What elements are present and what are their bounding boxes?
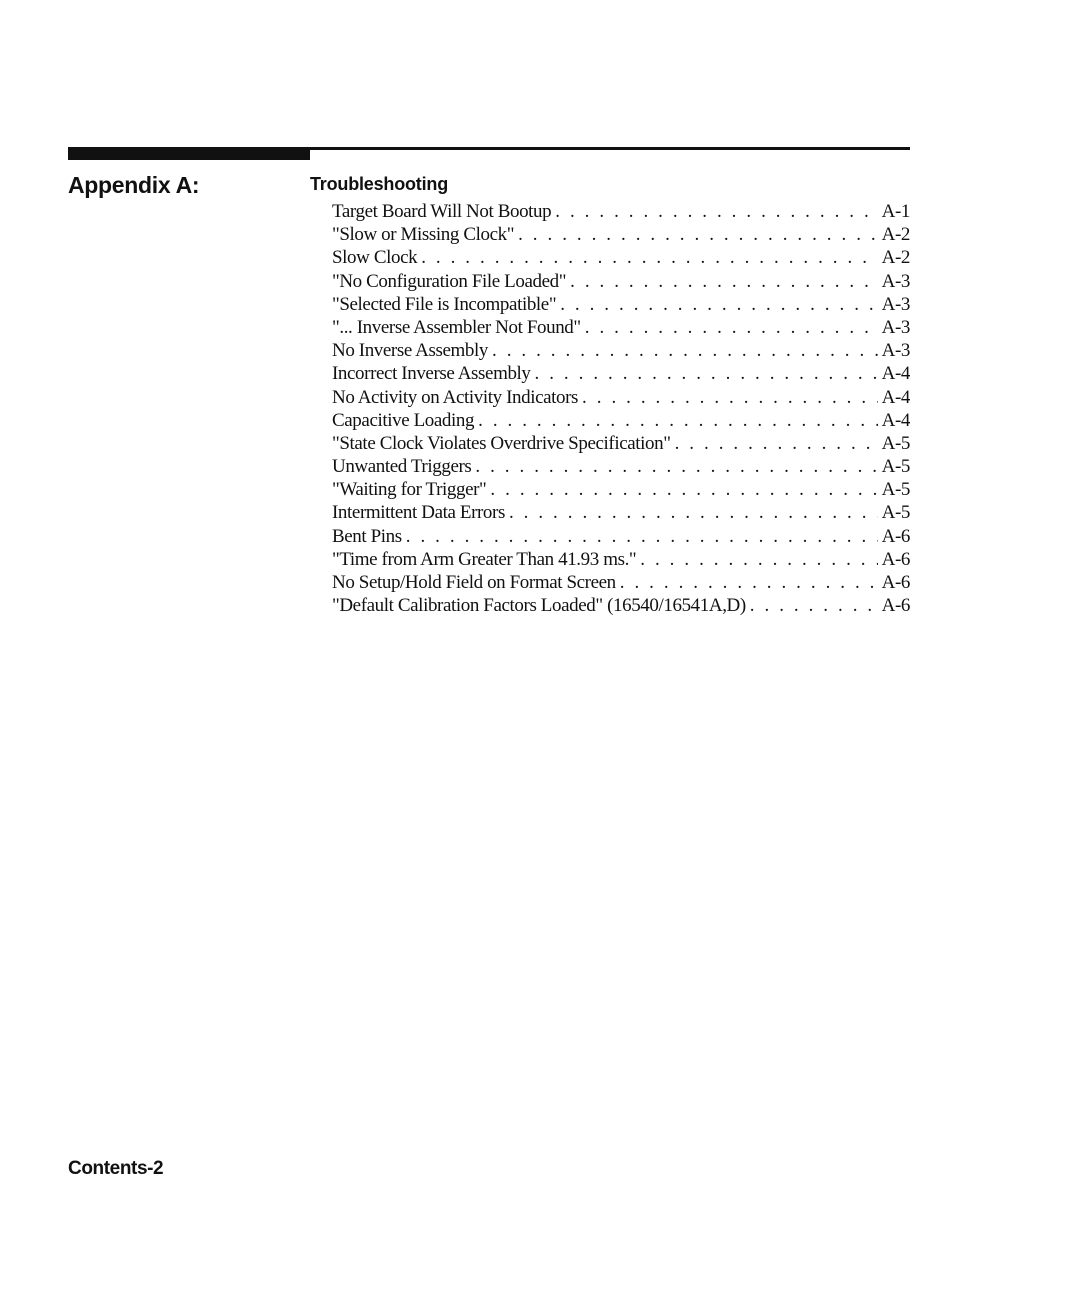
toc-page-number: A-3 [881, 316, 910, 338]
toc-entry[interactable] [332, 270, 910, 293]
toc-entry[interactable] [332, 594, 910, 617]
toc-dot-leader [490, 478, 877, 501]
toc-entry-title: Capacitive Loading [332, 409, 475, 431]
toc-dot-leader [475, 455, 877, 478]
toc-page-number: A-1 [881, 201, 910, 222]
toc-dot-leader [518, 223, 878, 246]
toc-page-number: A-3 [881, 293, 910, 315]
toc-dot-leader [555, 200, 877, 223]
toc-page-number: A-2 [881, 224, 910, 246]
toc-entry-title: "Waiting for Trigger" [332, 479, 487, 501]
toc-entry-title: "Time from Arm Greater Than 41.93 ms." [332, 548, 637, 570]
toc-entry-title: "No Configuration File Loaded" [332, 270, 567, 292]
toc-page-number: A-6 [881, 525, 910, 547]
toc-entry[interactable] [332, 223, 910, 246]
toc-entry-title: No Setup/Hold Field on Format Screen [332, 572, 616, 593]
toc-dot-leader [675, 432, 878, 455]
toc-page-number: A-6 [881, 548, 910, 570]
toc-dot-leader [406, 525, 878, 548]
toc-dot-leader [492, 339, 878, 362]
toc-page-number: A-2 [881, 247, 910, 269]
toc-entry[interactable] [332, 432, 910, 455]
toc-entry[interactable] [332, 200, 910, 223]
section-title: Troubleshooting [310, 174, 448, 194]
toc-dot-leader [640, 548, 877, 571]
appendix-heading: Appendix A: [68, 172, 200, 198]
toc-entry[interactable] [332, 293, 910, 316]
toc-entry-title: No Activity on Activity Indicators [332, 386, 579, 408]
toc-entry-title: Target Board Will Not Bootup [332, 201, 552, 222]
toc-entry-title: "Selected File is Incompatible" [332, 293, 557, 315]
toc-page-number: A-4 [881, 386, 910, 408]
toc-entry[interactable] [332, 246, 910, 269]
toc-dot-leader [560, 293, 877, 316]
toc-dot-leader [478, 409, 878, 432]
toc-page-number: A-5 [881, 432, 910, 454]
toc-entry[interactable] [332, 362, 910, 385]
toc-entry-title: Bent Pins [332, 525, 402, 547]
toc-entry-title: "... Inverse Assembler Not Found" [332, 316, 581, 338]
toc-page-number: A-3 [881, 340, 910, 362]
toc-list [332, 200, 910, 617]
toc-entry-title: Slow Clock [332, 247, 418, 269]
toc-dot-leader [750, 594, 878, 617]
toc-dot-leader [509, 501, 878, 524]
toc-entry[interactable] [332, 501, 910, 524]
toc-entry[interactable] [332, 316, 910, 339]
toc-entry[interactable] [332, 548, 910, 571]
toc-entry-title: No Inverse Assembly [332, 340, 488, 362]
toc-entry[interactable] [332, 571, 910, 594]
toc-entry-title: "Default Calibration Factors Loaded" (16540/16541A,D) [332, 595, 746, 617]
toc-page-number: A-4 [881, 409, 910, 431]
toc-entry[interactable] [332, 478, 910, 501]
toc-entry-title: "Slow or Missing Clock" [332, 224, 515, 246]
toc-page-number: A-3 [881, 270, 910, 292]
page-footer-label: Contents-2 [68, 1158, 164, 1179]
toc-dot-leader [582, 386, 878, 409]
toc-entry-title: Incorrect Inverse Assembly [332, 363, 531, 385]
toc-page-number: A-6 [881, 595, 910, 617]
section-rule-thin [310, 147, 910, 150]
toc-page-number: A-5 [881, 502, 910, 524]
toc-page-number: A-6 [881, 572, 910, 593]
toc-entry[interactable] [332, 409, 910, 432]
toc-entry-title: Intermittent Data Errors [332, 502, 505, 524]
toc-dot-leader [570, 270, 878, 293]
toc-entry[interactable] [332, 386, 910, 409]
toc-dot-leader [535, 362, 878, 385]
section-rule-thick [68, 147, 310, 160]
toc-entry[interactable] [332, 339, 910, 362]
toc-page-number: A-5 [881, 456, 910, 478]
toc-dot-leader [421, 246, 877, 269]
toc-entry-title: "State Clock Violates Overdrive Specification" [332, 432, 671, 454]
toc-page-number: A-4 [881, 363, 910, 385]
toc-dot-leader [620, 571, 878, 594]
toc-entry-title: Unwanted Triggers [332, 456, 472, 478]
toc-page-number: A-5 [881, 479, 910, 501]
toc-entry[interactable] [332, 525, 910, 548]
toc-dot-leader [585, 316, 878, 339]
toc-entry[interactable] [332, 455, 910, 478]
